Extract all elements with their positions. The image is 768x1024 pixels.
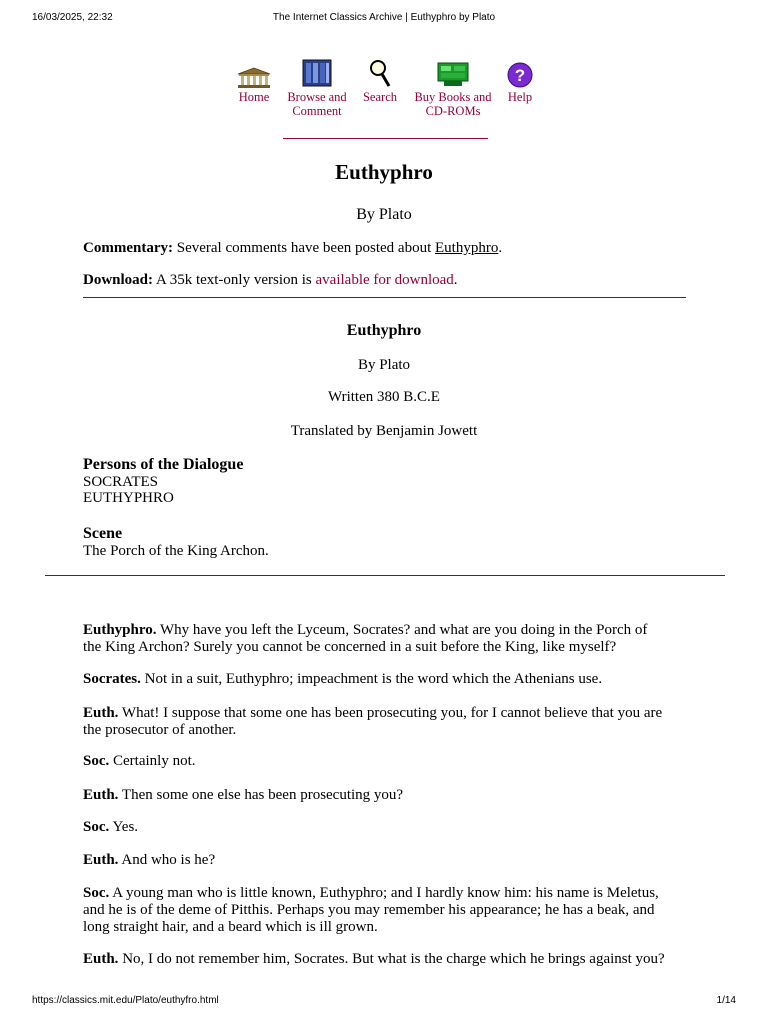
cd-rom-icon (436, 60, 470, 88)
person-socrates: SOCRATES (83, 474, 159, 490)
work-written: Written 380 B.C.E (328, 389, 440, 405)
dialogue-paragraph: Euth. Then some one else has been prosecuting you? (83, 787, 404, 803)
scene-heading: Scene (83, 525, 123, 542)
download-line (83, 272, 458, 289)
dialogue-paragraph: Euth. What! I suppose that some one has been prosecuting you, for I cannot believe that you are the prosecutor of another. (83, 705, 663, 738)
magnifier-icon (367, 58, 393, 88)
person-euthyphro: EUTHYPHRO (83, 490, 174, 506)
speaker-name: Soc. (83, 753, 110, 769)
commentary-link[interactable]: Euthyphro (435, 240, 499, 256)
dialogue-paragraph: Soc. A young man who is little known, Euthyphro; and I hardly know him: his name is Meletus, and he is of the deme of Pitthis. Perhaps you may remember his appearance; he has a beak, and long straight hair, and a beard which is ill grown. (83, 885, 659, 935)
print-url: https://classics.mit.edu/Plato/euthyfro.html (32, 995, 219, 1006)
nav-help[interactable] (502, 56, 538, 104)
byline: By Plato (356, 206, 412, 223)
nav-buy-label-1: Buy Books and (414, 90, 492, 104)
download-label: Download: (83, 272, 154, 288)
dialogue-paragraph: Socrates. Not in a suit, Euthyphro; impeachment is the word which the Athenians use. (83, 671, 603, 687)
persons-heading: Persons of the Dialogue (83, 456, 244, 473)
nav-divider (283, 138, 488, 139)
speaker-name: Soc. (83, 819, 110, 835)
nav-browse-label-1: Browse and (287, 90, 347, 104)
nav-home[interactable] (234, 56, 274, 104)
work-author: By Plato (357, 357, 411, 373)
books-icon (301, 58, 333, 88)
scene-text: The Porch of the King Archon. (83, 543, 269, 559)
nav-browse-comment[interactable] (283, 56, 351, 118)
speaker-name: Euth. (83, 787, 119, 803)
top-navigation (0, 56, 768, 126)
speaker-name: Euthyphro. (83, 622, 157, 638)
commentary-label: Commentary: (83, 240, 173, 256)
download-text: A 35k text-only version is (153, 272, 316, 288)
print-page-title: The Internet Classics Archive | Euthyphro by Plato (272, 12, 496, 23)
dialogue-paragraph: Soc. Yes. (83, 819, 139, 835)
download-link[interactable]: available for download (315, 272, 454, 288)
download-end: . (453, 272, 458, 288)
dialogue-paragraph: Euth. And who is he? (83, 852, 216, 868)
speaker-name: Socrates. (83, 671, 141, 687)
nav-search[interactable] (358, 56, 402, 104)
commentary-end: . (498, 240, 503, 256)
dialogue-paragraph: Soc. Certainly not. (83, 753, 196, 769)
print-footer (32, 995, 736, 1011)
page-title: Euthyphro (335, 160, 433, 184)
dialogue-paragraph: Euthyphro. Why have you left the Lyceum, Socrates? and what are you doing in the Porch of the King Archon? Surely you cannot be concerned in a suit before the King, like myself? (83, 622, 648, 655)
speaker-name: Soc. (83, 885, 110, 901)
nav-browse-label-2: Comment (292, 104, 342, 118)
nav-help-label: Help (507, 90, 533, 104)
work-title: Euthyphro (346, 322, 422, 339)
dialogue-paragraph: Euth. No, I do not remember him, Socrates. But what is the charge which he brings against you? (83, 951, 665, 967)
section-divider (83, 297, 686, 298)
nav-home-label: Home (238, 90, 270, 104)
question-icon (507, 62, 533, 88)
print-datetime: 16/03/2025, 22:32 (32, 12, 113, 23)
work-translator: Translated by Benjamin Jowett (290, 423, 478, 439)
nav-buy-label-2: CD-ROMs (425, 104, 481, 118)
commentary-text: Several comments have been posted about (172, 240, 435, 256)
speaker-name: Euth. (83, 705, 119, 721)
speaker-name: Euth. (83, 852, 119, 868)
temple-icon (236, 66, 272, 88)
nav-buy-books[interactable] (410, 56, 496, 118)
print-header (32, 12, 736, 28)
commentary-line (83, 240, 502, 257)
nav-search-label: Search (362, 90, 397, 104)
speaker-name: Euth. (83, 951, 119, 967)
print-page-number: 1/14 (716, 995, 736, 1006)
svg-text:?: ? (514, 66, 526, 85)
dialogue-divider (45, 575, 725, 576)
